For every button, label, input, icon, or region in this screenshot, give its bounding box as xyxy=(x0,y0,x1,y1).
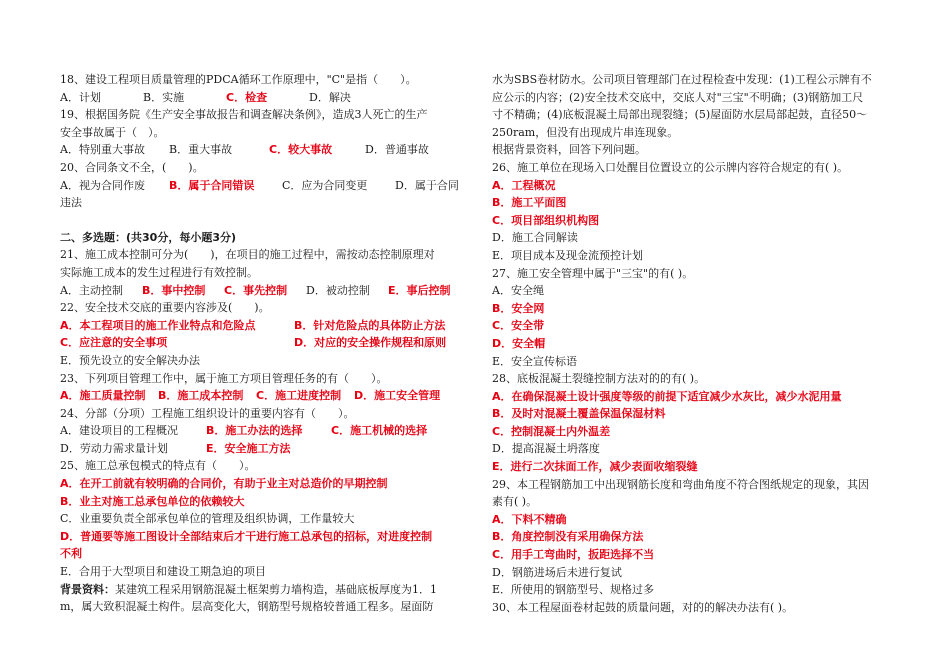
question-29-stem: 29、本工程钢筋加工中出现钢筋长度和弯曲角度不符合图纸规定的现象，其因 xyxy=(492,477,869,491)
question-19-stem: 19、根据国务院《生产安全事故报告和调查解决条例》，造成3人死亡的生产 xyxy=(60,108,428,122)
question-27-option-b-answer: B．安全网 xyxy=(492,301,545,315)
question-29-option-a-answer: A．下料不精确 xyxy=(492,512,567,526)
question-26-option-a-answer: A．工程概况 xyxy=(492,178,556,192)
question-20-options-cont: 违法 xyxy=(60,196,82,210)
option-a: A．主动控制 xyxy=(60,283,123,297)
left-column xyxy=(60,71,470,616)
question-27-option-d-answer: D．安全帽 xyxy=(492,336,546,350)
option-d-answer: D．施工安全管理 xyxy=(354,389,441,403)
option-c-answer: C．检查 xyxy=(226,90,268,104)
option-d: D．普通事故 xyxy=(365,143,429,157)
option-b-answer: B．属于合同错误 xyxy=(169,178,255,192)
question-26-option-c-answer: C．项目部组织机构图 xyxy=(492,213,600,227)
question-25-option-b-answer: B．业主对施工总承包单位的依赖较大 xyxy=(60,494,245,508)
question-22-options-cd xyxy=(60,334,470,352)
option-a: A．计划 xyxy=(60,90,101,104)
option-b-answer: B．施工成本控制 xyxy=(158,389,244,403)
question-22-stem: 22、安全技术交底的重要内容涉及( )。 xyxy=(60,301,270,315)
question-27-option-e: E．安全宣传标语 xyxy=(492,354,578,368)
background-cont-3: 寸不精确；(4)底板混凝土局部出现裂缝；(5)屋面防水层局部起鼓，直径50～ xyxy=(492,108,868,122)
background-cont-1: 水为SBS卷材防水。公司项目管理部门在过程检查中发现：(1)工程公示牌有不 xyxy=(492,73,872,86)
question-29-option-b-answer: B．角度控制没有采用确保方法 xyxy=(492,530,644,544)
option-c-answer: C．施工进度控制 xyxy=(256,389,342,403)
option-c: C．应为合同变更 xyxy=(282,178,368,192)
option-a: A．特别重大事故 xyxy=(60,143,145,157)
question-24-options-de xyxy=(60,440,470,458)
background-instruction: 根据背景资料，回答下列问题。 xyxy=(492,143,646,157)
option-a: A．视为合同作废 xyxy=(60,178,145,192)
question-28-option-c-answer: C．控制混凝土内外温差 xyxy=(492,424,611,438)
option-b: B．重大事故 xyxy=(169,143,233,157)
option-d-answer: D．对应的安全操作规程和原则 xyxy=(294,336,447,350)
question-24-stem: 24、分部（分项）工程施工组织设计的重要内容有（ ）。 xyxy=(60,406,355,420)
question-22-option-e: E．预先设立的安全解决办法 xyxy=(60,353,201,367)
question-27-stem: 27、施工安全管理中属于"三宝"的有( )。 xyxy=(492,266,694,280)
question-25-option-e: E．合用于大型项目和建设工期急迫的项目 xyxy=(60,565,267,579)
question-28-option-d: D．提高混凝土坍落度 xyxy=(492,442,600,456)
question-24-options-abc xyxy=(60,422,470,440)
question-21-stem-cont: 实际施工成本的发生过程进行有效控制。 xyxy=(60,265,258,279)
question-23-options xyxy=(60,387,470,405)
question-27-option-a: A．安全绳 xyxy=(492,284,544,298)
option-c-answer: C．事先控制 xyxy=(224,283,288,297)
question-30-stem: 30、本工程屋面卷材起鼓的质量问题，对的的解决办法有( )。 xyxy=(492,600,794,614)
option-b-answer: B．施工办法的选择 xyxy=(206,424,303,438)
option-d: D．解决 xyxy=(309,90,351,104)
question-28-option-a-answer: A．在确保混凝土设计强度等级的前提下适宜减少水灰比，减少水泥用量 xyxy=(492,389,842,403)
question-26-stem: 26、施工单位在现场入口处醒目位置设立的公示牌内容符合规定的有( )。 xyxy=(492,160,849,174)
question-29-option-d: D．钢筋进场后未进行复试 xyxy=(492,565,622,579)
background-label: 背景资料： xyxy=(60,582,115,596)
question-20-stem: 20、合同条文不全，( )。 xyxy=(60,160,204,174)
background-line-1: 某建筑工程采用钢筋混凝土框架剪力墙构造，基础底板厚度为1．1 xyxy=(115,582,437,596)
question-25-option-a-answer: A．在开工前就有较明确的合同价，有助于业主对总造价的早期控制 xyxy=(60,477,388,491)
question-29-option-e: E．所使用的钢筋型号、规格过多 xyxy=(492,583,655,597)
option-a-answer: A．施工质量控制 xyxy=(60,389,146,403)
question-29-stem-cont: 素有( )。 xyxy=(492,495,538,509)
option-c-answer: C．施工机械的选择 xyxy=(331,424,428,438)
option-a-answer: A．本工程项目的施工作业特点和危险点 xyxy=(60,318,256,332)
question-18-stem: 18、建设工程项目质量管理的PDCA循环工作原理中，"C"是指（ ）。 xyxy=(60,73,417,86)
option-a: A．建设项目的工程概况 xyxy=(60,424,178,438)
question-28-stem: 28、底板混凝土裂缝控制方法对的的有( )。 xyxy=(492,372,706,386)
background-paragraph xyxy=(60,581,470,599)
question-19-options xyxy=(60,141,470,159)
option-e-answer: E．安全施工方法 xyxy=(206,441,291,455)
option-e-answer: E．事后控制 xyxy=(388,283,451,297)
question-22-options-ab xyxy=(60,317,470,335)
background-cont-4: 250ram，但没有出现成片串连现象。 xyxy=(492,125,679,139)
question-26-option-d: D．施工合同解读 xyxy=(492,231,578,245)
option-c-answer: C．应注意的安全事项 xyxy=(60,336,168,350)
question-19-stem-cont: 安全事故属于（ ）。 xyxy=(60,125,165,139)
question-25-stem: 25、施工总承包模式的特点有（ ）。 xyxy=(60,459,256,473)
option-d: D．劳动力需求量计划 xyxy=(60,441,168,455)
question-18-options xyxy=(60,89,470,107)
option-b-answer: B．针对危险点的具体防止方法 xyxy=(294,318,446,332)
background-line-2: m，属大致积混凝土构件。层高变化大，钢筋型号规格较普通工程多。屋面防 xyxy=(60,600,434,614)
question-26-option-e: E．项目成本及现金流预控计划 xyxy=(492,248,644,262)
option-c-answer: C．较大事故 xyxy=(269,143,333,157)
question-29-option-c-answer: C．用手工弯曲时，扳距选择不当 xyxy=(492,548,655,562)
question-27-option-c-answer: C．安全带 xyxy=(492,319,545,333)
option-d: D．被动控制 xyxy=(306,283,370,297)
option-b: B．实施 xyxy=(143,90,185,104)
section-title: 二、多选题：(共30分，每小题3分) xyxy=(60,230,237,244)
question-20-options xyxy=(60,177,470,195)
question-25-option-d-answer-cont: 不利 xyxy=(60,547,82,561)
question-25-option-c: C．业重要负责全部承包单位的管理及组织协调，工作量较大 xyxy=(60,512,355,526)
question-28-option-b-answer: B．及时对混凝土覆盖保温保湿材料 xyxy=(492,407,666,421)
question-21-options xyxy=(60,282,470,300)
question-26-option-b-answer: B．施工平面图 xyxy=(492,196,567,210)
option-d: D．属于合同 xyxy=(395,178,459,192)
question-25-option-d-answer: D．普通要等施工图设计全部结束后才干进行施工总承包的招标，对进度控制 xyxy=(60,529,433,543)
question-28-option-e-answer: E．进行二次抹面工作，减少表面收缩裂缝 xyxy=(492,460,698,474)
right-column xyxy=(492,71,902,616)
question-23-stem: 23、下列项目管理工作中，属于施工方项目管理任务的有（ ）。 xyxy=(60,371,388,385)
option-b-answer: B．事中控制 xyxy=(142,283,206,297)
background-cont-2: 应公示的内容；(2)安全技术交底中，交底人对"三宝"不明确；(3)钢筋加工尺 xyxy=(492,90,864,104)
question-21-stem: 21、施工成本控制可分为( )，在项目的施工过程中，需按动态控制原理对 xyxy=(60,248,435,262)
